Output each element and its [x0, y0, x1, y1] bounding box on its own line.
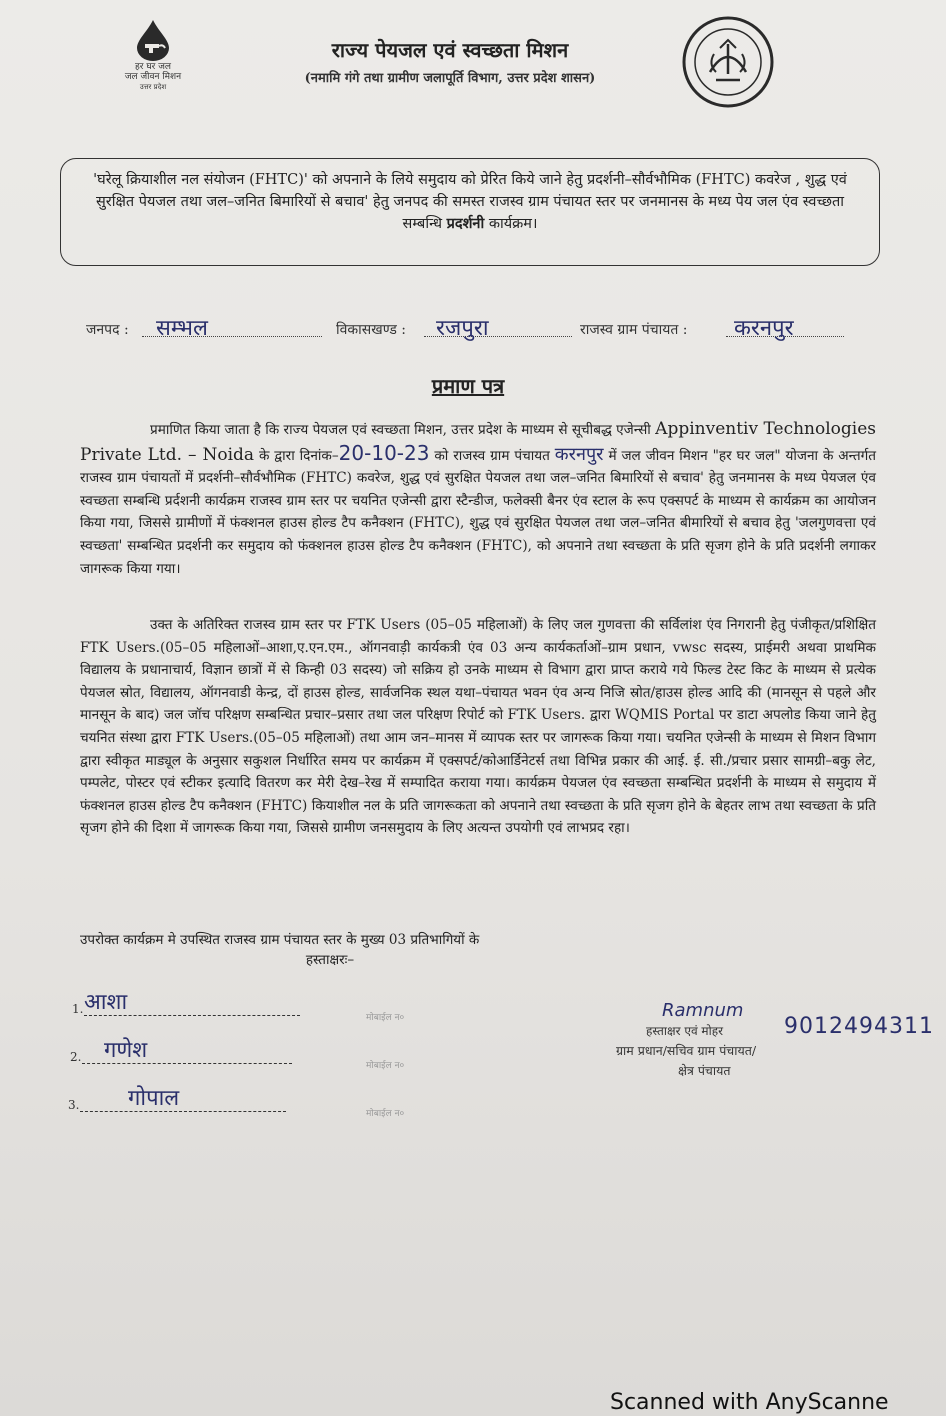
signatories-intro-line1: उपरोक्त कार्यक्रम मे उपस्थित राजस्व ग्राम पंचायत स्तर के मुख्य 03 प्रतिभागियों के	[80, 932, 480, 948]
agency-name: Appinventiv Technologies Private Ltd. – Noida	[80, 419, 876, 465]
signatory-number: 1.	[72, 1002, 84, 1016]
panchayat-label: राजस्व ग्राम पंचायत :	[580, 322, 688, 338]
har-ghar-jal-logo	[108, 18, 198, 98]
water-drop-icon	[133, 18, 173, 62]
panchayat-value: करनपुर	[734, 316, 794, 341]
block-value: रजपुरा	[436, 316, 489, 341]
department-subtitle: (नमामि गंगे तथा ग्रामीण जलापूर्ति विभाग, उत्तर प्रदेश शासन)	[304, 71, 596, 86]
para1-a: प्रमाणित किया जाता है कि राज्य पेयजल एवं स्वच्छता मिशन, उत्तर प्रदेश के माध्यम से सूचीबद्ध एजेन्सी	[150, 422, 651, 438]
scanner-watermark: Scanned with AnyScanne	[610, 1390, 889, 1415]
logo-tagline-1: हर घर जल	[135, 62, 171, 72]
program-date: 20-10-23	[338, 440, 430, 465]
signatory-name: गणेश	[104, 1038, 148, 1063]
logo-tagline-2: जल जीवन मिशन	[124, 72, 182, 82]
pradhan-signature-block	[616, 1000, 936, 1090]
box-text-part1: 'घरेलू क्रियाशील नल संयोजन (FHTC)' को अपनाने के लिये समुदाय को प्रेरित किये जाने हेतु प्रदर्शनी–सौर्वभौमिक (FHTC) कवरेज , शुद्ध एवं सुरक्षित पेयजल तथा जल–जनित बिमारियों से बचाव' हेतु जनपद की समस्त राजस्व ग्राम पंचायत स्तर पर जनमानस के मध्य पेय जल एंव स्वच्छता सम्बन्धि	[93, 172, 847, 232]
para1-c: को राजस्व ग्राम पंचायत	[434, 447, 550, 464]
mobile-label-faint: मोबाईल न०	[366, 1109, 405, 1119]
signatory-name: गोपाल	[128, 1086, 180, 1111]
pradhan-role-1: ग्राम प्रधान/सचिव ग्राम पंचायत/	[616, 1043, 757, 1058]
signatory-row	[68, 1084, 286, 1114]
pradhan-phone: 9012494311	[784, 1014, 934, 1039]
district-value: सम्भल	[156, 316, 208, 341]
certificate-paragraph-2: उक्त के अतिरिक्त राजस्व ग्राम स्तर पर FTK Users (05–05 महिलाओं) के लिए जल गुणवत्ता की सर्विलांश एंव निगरानी हेतु पंजीकृत/प्रशिक्षित FTK Users.(05–05 महिलाओं–आशा,ए.एन.एम., ऑगनवाड़ी कार्यकत्री एंव 03 अन्य कार्यकर्ताओं–ग्राम प्रधान, vwsc सदस्य, प्राईमरी अथवा प्राथमिक विद्यालय के प्रधानाचार्य, विज्ञान छात्रों में से किन्ही 03 सदस्य) जो सक्रिय हो उनके माध्यम से विभाग द्वारा प्राप्त कराये गये फिल्ड टेस्ट किट के माध्यम से प्रत्येक पेयजल स्रोत, विद्यालय, ऑगनवाडी केन्द्र, दों हाउस होल्ड, सार्वजनिक स्थल यथा–पंचायत भवन एंव अन्य निजि स्रोत/हाउस होल्ड आदि की (मानसून से पहले और मानसून के बाद) जल जॉच परिक्षण सम्बन्धित प्रचार–प्रसार तथा जल परिक्षण रिपोर्ट को FTK Users. द्वारा WQMIS Portal पर डाटा अपलोड किया जाने हेतु चयनित संस्था द्वारा FTK Users.(05–05 महिलाओं) तथा आम जन–मानस में व्यापक स्तर पर जागरूक किया गया। चयनित एजेन्सी के माध्यम से मिशन विभाग द्वारा स्वीकृत माड्यूल के अनुसार सकुशल निर्धारित समय पर कार्यक्रम में एक्सपर्ट/कोआर्डिनेटर्स तथा विभिन्न प्रकार की आई. ई. सी./प्रचार प्रसार सामग्री–बकु लेट, पम्पलेट, पोस्टर एवं स्टीकर इत्यादि वितरण कर मेरी देख–रेख में सम्पादित कराया गया। कार्यक्रम पेयजल एंव स्वच्छता सम्बन्धित प्रदर्शनी के माध्यम से समुदाय में फंक्शनल हाउस होल्ड टैप कनैक्शन (FHTC) कियाशील नल के प्रति जागरूकता को अपनाने तथा स्वच्छता के प्रति सृजग होने के बेहतर लाभ तथा स्वच्छता के प्रति सृजग होने की दिशा में जागरूक किया गया, जिससे ग्रामीण जनसमुदाय के लिए अत्यन्त उपयोगी एवं लाभप्रद रहा।	[80, 617, 876, 837]
village-name: करनपुर	[554, 443, 604, 465]
seal-label: हस्ताक्षर एवं मोहर	[646, 1024, 724, 1038]
signatory-name: आशा	[84, 990, 128, 1015]
pradhan-role-2: क्षेत्र पंचायत	[678, 1063, 731, 1078]
signatory-number: 2.	[70, 1050, 82, 1064]
block-label: विकासखण्ड :	[336, 322, 407, 338]
box-text-bold: प्रदर्शनी	[446, 215, 485, 232]
signatories-intro-line2: हस्ताक्षरः–	[305, 952, 355, 968]
para1-b: के द्वारा दिनांक–	[258, 447, 339, 464]
certificate-heading: प्रमाण पत्र	[431, 374, 505, 398]
program-description-box	[60, 158, 880, 266]
up-government-emblem	[680, 14, 776, 110]
certificate-paragraph-1	[80, 418, 876, 580]
mission-title: राज्य पेयजल एवं स्वच्छता मिशन	[331, 38, 569, 62]
mobile-label-faint: मोबाईल न०	[366, 1061, 405, 1071]
para1-d: में जल जीवन मिशन "हर घर जल" योजना के अन्तर्गत राजस्व ग्राम पंचायतों में प्रदर्शनी–सौर्वभौमिक (FHTC) कवरेज, शुद्ध एवं सुरक्षित पेयजल तथा जल–जनित बिमारियों से बचाव' हेतु जनमानस के मध्य पेयजल एंव स्वच्छता सम्बन्धि प्रर्दशनी कार्यक्रम राजस्व ग्राम स्तर पर चयनित एजेन्सी द्वारा स्टैन्डीज, फलेक्सी बैनर एंव स्टाल के रूप एक्सपर्ट के माध्यम से कार्यक्रम का आयोजन किया गया, जिससे ग्रामीणों में फंक्शनल हाउस होल्ड टैप कनैक्शन (FHTC), शुद्ध एवं सुरक्षित पेयजल तथा जल–जनित बीमारियों से बचाव हेतु 'जलगुणवत्ता एवं स्वच्छता' सम्बन्धित प्रदर्शनी कर समुदाय को फंक्शनल हाउस होल्ड टैप कनैक्शन (FHTC), को अपनाने तथा स्वच्छता के प्रति सृजग होने के प्रति प्रदर्शनी लगाकर जागरूक किया गया।	[80, 447, 877, 577]
pradhan-signature: Ramnum	[662, 1000, 744, 1021]
location-fields	[86, 312, 866, 346]
signatories-intro	[80, 930, 600, 970]
signatory-row	[72, 988, 300, 1018]
box-text-part2: कार्यक्रम।	[488, 216, 538, 232]
signatory-number: 3.	[68, 1098, 80, 1112]
district-label: जनपद :	[86, 322, 129, 338]
signatory-row	[70, 1036, 292, 1066]
mobile-label-faint: मोबाईल न०	[366, 1013, 405, 1023]
signature-line	[80, 1111, 286, 1112]
emblem-seal-icon	[680, 14, 776, 110]
logo-tagline-3: उत्तर प्रदेश	[139, 83, 167, 91]
